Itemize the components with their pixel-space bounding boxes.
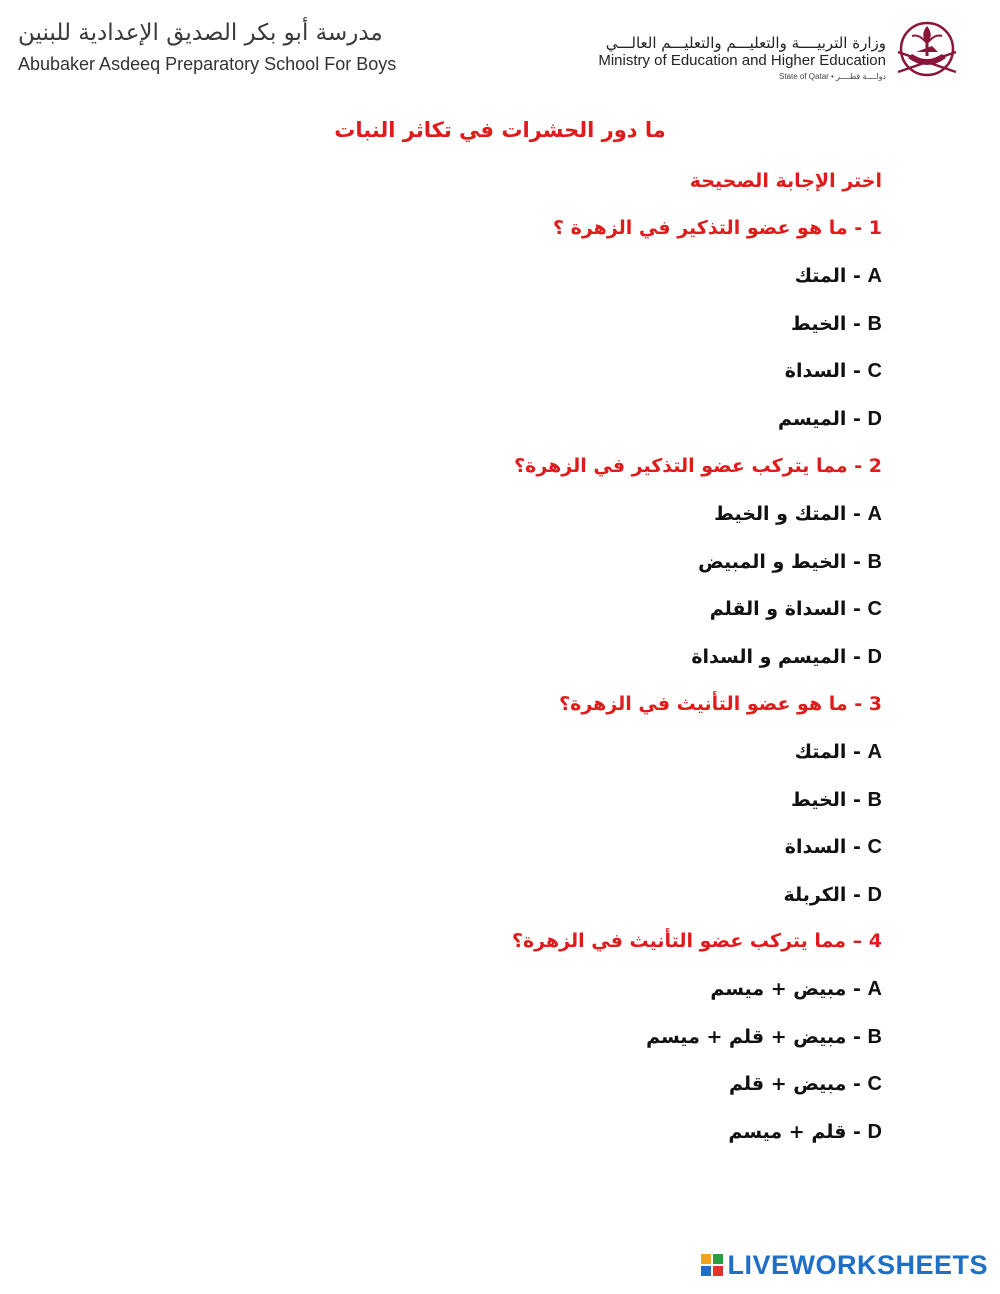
question-text: 3 - ما هو عضو التأنيث في الزهرة؟: [559, 693, 882, 715]
option-text: - قلم + ميسم: [728, 1120, 868, 1143]
option-letter: A: [867, 978, 882, 1000]
ministry-name: [546, 34, 886, 81]
school-name-english: Abubaker Asdeeq Preparatory School For Boys: [18, 54, 397, 74]
option-a[interactable]: [559, 739, 882, 787]
option-text: - الخيط: [790, 312, 868, 335]
option-text: - المتك و الخيط: [714, 503, 868, 525]
option-text: - الخيط و المبيض: [698, 550, 868, 573]
option-b[interactable]: [553, 311, 882, 359]
option-text: - مبيض + ميسم: [710, 978, 868, 1000]
liveworksheets-logo-icon: [701, 1254, 723, 1276]
option-letter: C: [867, 598, 882, 620]
option-text: - السداة: [784, 836, 868, 858]
option-text: - المتك: [794, 741, 868, 763]
option-a[interactable]: [514, 501, 882, 549]
qatar-emblem-icon: [892, 14, 962, 84]
option-d[interactable]: [514, 644, 882, 692]
option-letter: B: [867, 550, 882, 573]
question-text: 1 - ما هو عضو التذكير في الزهرة ؟: [553, 217, 882, 239]
option-letter: A: [867, 741, 882, 763]
option-d[interactable]: [512, 1119, 882, 1167]
option-letter: B: [867, 1025, 882, 1048]
question-text: 2 - مما يتركب عضو التذكير في الزهرة؟: [514, 455, 882, 477]
worksheet-title: ما دور الحشرات في تكاثر النبات: [334, 118, 666, 142]
question-2: [514, 453, 882, 691]
option-text: - الميسم: [778, 407, 868, 430]
question-text: 4 – مما يتركب عضو التأنيث في الزهرة؟: [511, 930, 882, 952]
liveworksheets-brand[interactable]: [701, 1250, 988, 1280]
ministry-name-english: Ministry of Education and Higher Education: [598, 52, 886, 69]
option-letter: D: [867, 1120, 882, 1143]
option-letter: D: [867, 645, 882, 668]
option-letter: A: [867, 503, 882, 525]
option-text: - السداة: [784, 360, 868, 382]
option-d[interactable]: [553, 406, 882, 454]
ministry-name-arabic: وزارة التربيــــة والتعليـــم والتعليـــم العالـــي: [605, 34, 886, 52]
school-name: [18, 18, 438, 75]
option-letter: C: [867, 836, 882, 858]
question-3: [559, 691, 882, 929]
option-b[interactable]: [559, 787, 882, 835]
option-c[interactable]: [559, 834, 882, 882]
question-1: [553, 215, 882, 453]
state-label: State of Qatar • دولــــة قطــــر: [779, 72, 886, 81]
instruction-text: اختر الإجابة الصحيحة: [689, 170, 882, 192]
option-letter: D: [867, 407, 882, 430]
option-text: - مبيض + قلم + ميسم: [646, 1025, 868, 1048]
option-text: - الكربلة: [783, 883, 868, 906]
option-text: - مبيض + قلم: [728, 1073, 868, 1095]
option-b[interactable]: [514, 549, 882, 597]
question-4: [512, 928, 882, 1166]
option-letter: B: [867, 312, 882, 335]
option-text: - الميسم و السداة: [691, 645, 868, 668]
option-letter: A: [867, 265, 882, 287]
page-header: [0, 0, 1000, 100]
option-c[interactable]: [514, 596, 882, 644]
option-text: - السداة و القلم: [709, 598, 868, 620]
option-text: - المتك: [794, 265, 868, 287]
option-c[interactable]: [553, 358, 882, 406]
option-letter: C: [867, 1073, 882, 1095]
option-letter: B: [867, 788, 882, 811]
option-a[interactable]: [553, 263, 882, 311]
option-b[interactable]: [512, 1024, 882, 1072]
option-letter: D: [867, 883, 882, 906]
option-letter: C: [867, 360, 882, 382]
option-a[interactable]: [512, 976, 882, 1024]
school-name-arabic: مدرسة أبو بكر الصديق الإعدادية للبنين: [18, 20, 383, 46]
option-text: - الخيط: [790, 788, 868, 811]
option-d[interactable]: [559, 882, 882, 930]
option-c[interactable]: [512, 1071, 882, 1119]
brand-name: LIVEWORKSHEETS: [727, 1249, 988, 1280]
